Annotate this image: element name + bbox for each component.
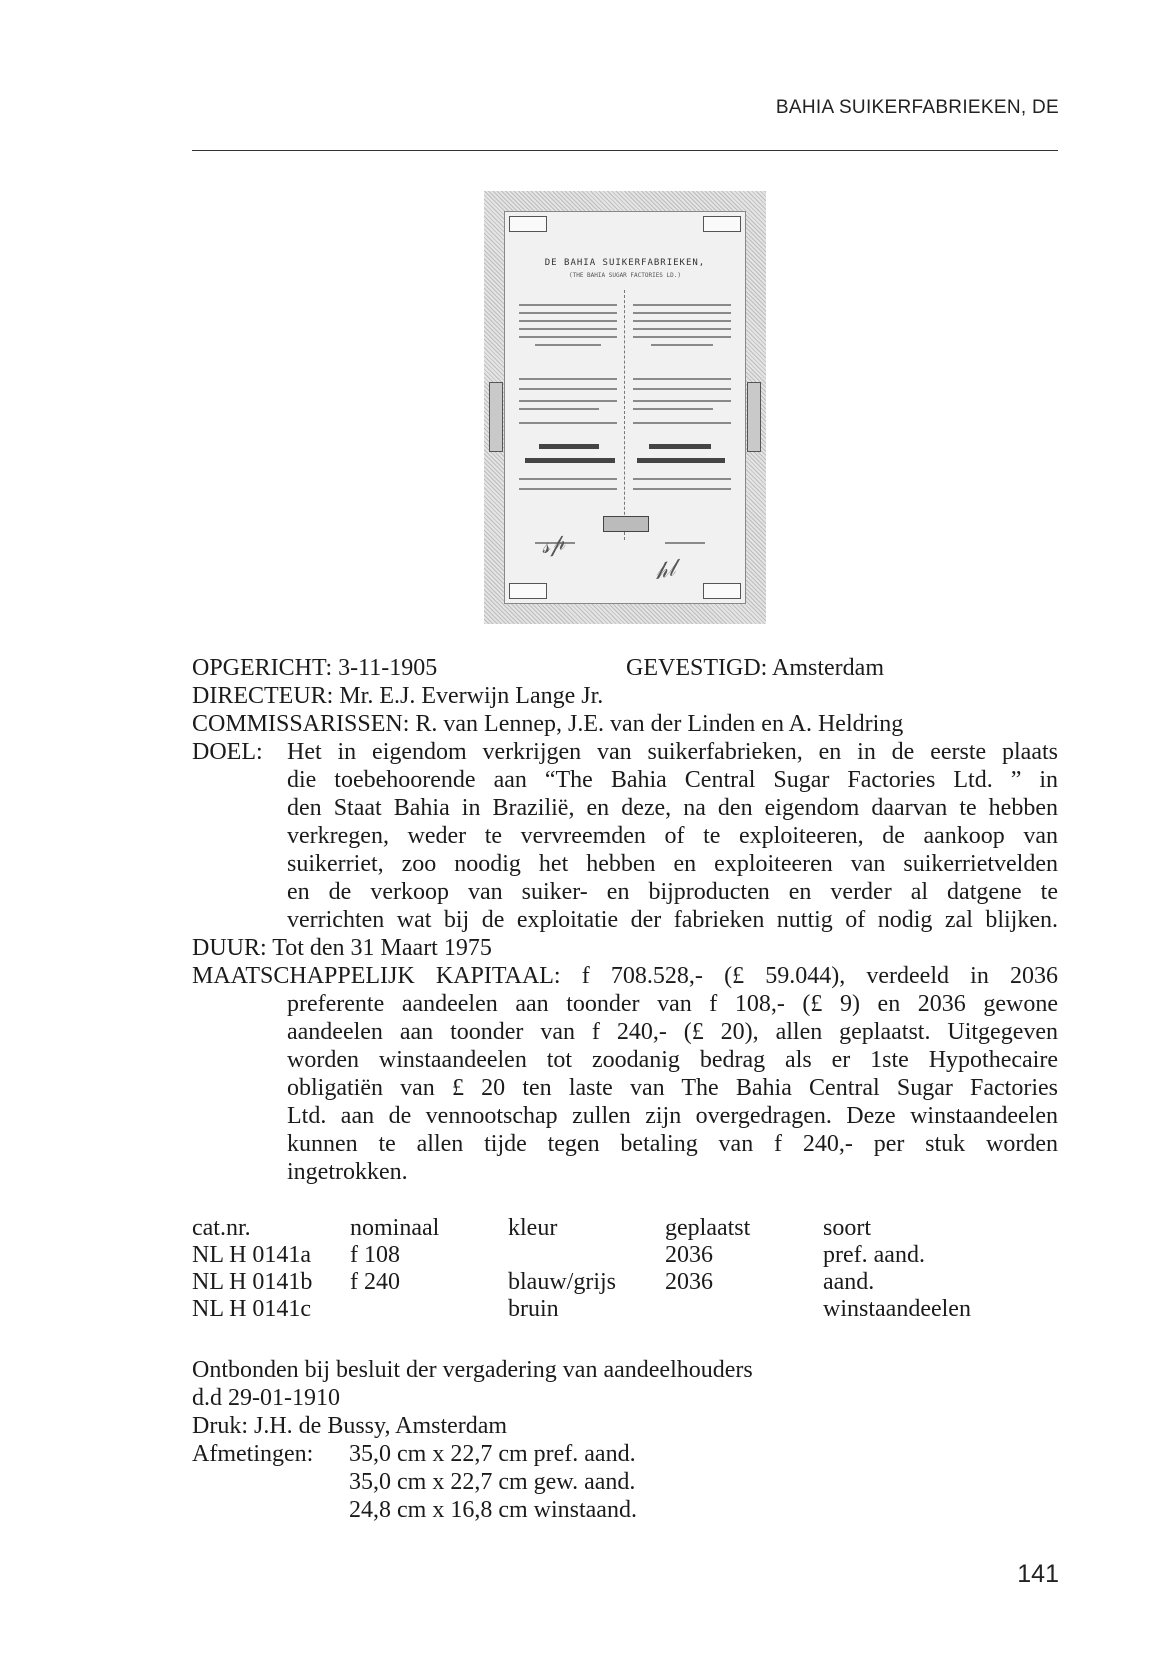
certificate-text-line: [519, 422, 617, 424]
table-header-geplaatst: geplaatst: [665, 1215, 751, 1241]
gevestigd-value: Amsterdam: [772, 655, 884, 681]
table-cell: aand.: [823, 1269, 875, 1295]
doel-line: die toebehoorende aan “The Bahia Central Sugar Factories Ltd. ” in: [287, 767, 1058, 793]
table-cell: [350, 1296, 439, 1323]
certificate-divider: [624, 290, 625, 540]
certificate-side-band: [489, 382, 503, 452]
doel-line: suikerriet, zoo noodig het hebben en exploiteeren van suikerrietvelden: [287, 851, 1058, 877]
kapitaal-line: MAATSCHAPPELIJK KAPITAAL: f 708.528,- (£ 59.044), verdeeld in 2036: [192, 963, 1058, 989]
certificate-text-line: [519, 388, 617, 390]
table-column-nominaal: [350, 1215, 439, 1323]
kapitaal-line: aandeelen aan toonder van f 240,- (£ 20), allen geplaatst. Uitgegeven: [287, 1019, 1058, 1045]
certificate-heading-bar: [637, 458, 725, 463]
table-header-catnr: cat.nr.: [192, 1215, 251, 1241]
opgericht-value: 3-11-1905: [338, 655, 438, 681]
certificate-text-line: [633, 312, 731, 314]
doel-label: DOEL:: [192, 739, 263, 765]
gevestigd-label: GEVESTIGD:: [626, 655, 768, 681]
kapitaal-line: worden winstaandeelen tot zoodanig bedrag als er 1ste Hypothecaire: [287, 1047, 1058, 1073]
duur-line: DUUR: Tot den 31 Maart 1975: [192, 935, 492, 961]
certificate-text-line: [519, 336, 617, 338]
certificate-text-line: [535, 344, 601, 346]
table-column-geplaatst: [665, 1215, 750, 1323]
commissarissen-line: COMMISSARISSEN: R. van Lennep, J.E. van der Linden en A. Heldring: [192, 711, 904, 737]
table-header-kleur: kleur: [508, 1215, 558, 1241]
certificate-text-line: [519, 320, 617, 322]
table-cell: NL H 0141a: [192, 1242, 312, 1268]
certificate-text-line: [519, 328, 617, 330]
opgericht-label: OPGERICHT:: [192, 655, 333, 681]
table-cell: f 240: [350, 1269, 400, 1295]
directeur-line: DIRECTEUR: Mr. E.J. Everwijn Lange Jr.: [192, 683, 604, 709]
certificate-text-line: [665, 542, 705, 544]
afmetingen-value: 24,8 cm x 16,8 cm winstaand.: [349, 1497, 637, 1523]
certificate-text-line: [519, 400, 617, 402]
certificate-heading-bar: [525, 458, 615, 463]
certificate-text-line: [633, 320, 731, 322]
table-cell: [665, 1296, 750, 1323]
doel-line: verkregen, weder te vervreemden of te exploiteeren, de aankoop van: [287, 823, 1058, 849]
certificate-text-line: [519, 478, 617, 480]
doel-line: en de verkoop van suiker- en bijproducten en verder al datgene te: [287, 879, 1058, 905]
table-header-soort: soort: [823, 1215, 871, 1241]
certificate-title: DE BAHIA SUIKERFABRIEKEN,: [544, 258, 706, 268]
certificate-corner: [509, 583, 547, 599]
table-cell: winstaandeelen: [823, 1296, 971, 1322]
certificate-frame: [504, 211, 746, 604]
table-cell: NL H 0141b: [192, 1269, 313, 1295]
afmetingen-value: 35,0 cm x 22,7 cm pref. aand.: [349, 1441, 636, 1467]
certificate-heading-bar: [539, 444, 599, 449]
opgericht-field: [192, 655, 437, 682]
certificate-text-line: [519, 488, 617, 490]
certificate-text-line: [633, 304, 731, 306]
running-title: BAHIA SUIKERFABRIEKEN, DE: [775, 97, 1059, 118]
certificate-text-line: [633, 378, 731, 380]
page-number: 141: [1017, 1560, 1059, 1588]
certificate-side-band: [747, 382, 761, 452]
gevestigd-field: [626, 655, 884, 682]
signature-mark: 𝓈𝓅: [538, 529, 568, 560]
table-column-kleur: [508, 1215, 616, 1323]
certificate-text-line: [519, 408, 599, 410]
certificate-text-line: [519, 378, 617, 380]
kapitaal-line: ingetrokken.: [287, 1159, 408, 1185]
table-cell: [508, 1242, 616, 1269]
certificate-corner: [703, 583, 741, 599]
table-cell: blauw/grijs: [508, 1269, 616, 1295]
header-rule: [192, 150, 1058, 151]
certificate-text-line: [633, 388, 731, 390]
afmetingen-label: Afmetingen:: [192, 1441, 314, 1467]
doel-line: Het in eigendom verkrijgen van suikerfabrieken, en in de eerste plaats: [287, 739, 1058, 765]
certificate-subtitle: (THE BAHIA SUGAR FACTORIES LD.): [569, 272, 681, 279]
druk-line: Druk: J.H. de Bussy, Amsterdam: [192, 1413, 508, 1439]
table-cell: pref. aand.: [823, 1242, 925, 1268]
table-header-nominaal: nominaal: [350, 1215, 440, 1241]
certificate-text-line: [633, 400, 731, 402]
certificate-text-line: [633, 408, 713, 410]
certificate-corner: [509, 216, 547, 232]
kapitaal-line: kunnen te allen tijde tegen betaling van f 240,- per stuk worden: [287, 1131, 1058, 1157]
certificate-text-line: [633, 336, 731, 338]
certificate-text-line: [651, 344, 713, 346]
doel-line: den Staat Bahia in Brazilië, en deze, na den eigendom daarvan te hebben: [287, 795, 1058, 821]
certificate-text-line: [519, 304, 617, 306]
ontbonden-line: Ontbonden bij besluit der vergadering van aandeelhouders: [192, 1357, 753, 1383]
kapitaal-line: obligatiën van £ 20 ten laste van The Bahia Central Sugar Factories: [287, 1075, 1058, 1101]
certificate-text-line: [633, 328, 731, 330]
share-certificate-image: [484, 191, 766, 624]
doel-line: verrichten wat bij de exploitatie der fabrieken nuttig of nodig zal blijken.: [287, 907, 1058, 933]
afmetingen-value: 35,0 cm x 22,7 cm gew. aand.: [349, 1469, 636, 1495]
table-column-catnr: [192, 1215, 312, 1323]
certificate-corner: [703, 216, 741, 232]
certificate-heading-bar: [649, 444, 711, 449]
certificate-text-line: [633, 478, 731, 480]
certificate-text-line: [633, 488, 731, 490]
signature-mark: 𝒽𝓁: [652, 556, 678, 585]
table-column-soort: [823, 1215, 971, 1323]
table-cell: bruin: [508, 1296, 559, 1322]
table-cell: f 108: [350, 1242, 400, 1268]
table-cell: 2036: [665, 1242, 713, 1268]
ontbonden-date: d.d 29-01-1910: [192, 1385, 340, 1411]
certificate-text-line: [633, 422, 731, 424]
certificate-text-line: [519, 312, 617, 314]
kapitaal-line: Ltd. aan de vennootschap zullen zijn overgedragen. Deze winstaandeelen: [287, 1103, 1058, 1129]
table-cell: 2036: [665, 1269, 713, 1295]
kapitaal-line: preferente aandeelen aan toonder van f 108,- (£ 9) en 2036 gewone: [287, 991, 1058, 1017]
table-cell: NL H 0141c: [192, 1296, 312, 1322]
certificate-stamp: [603, 516, 649, 532]
